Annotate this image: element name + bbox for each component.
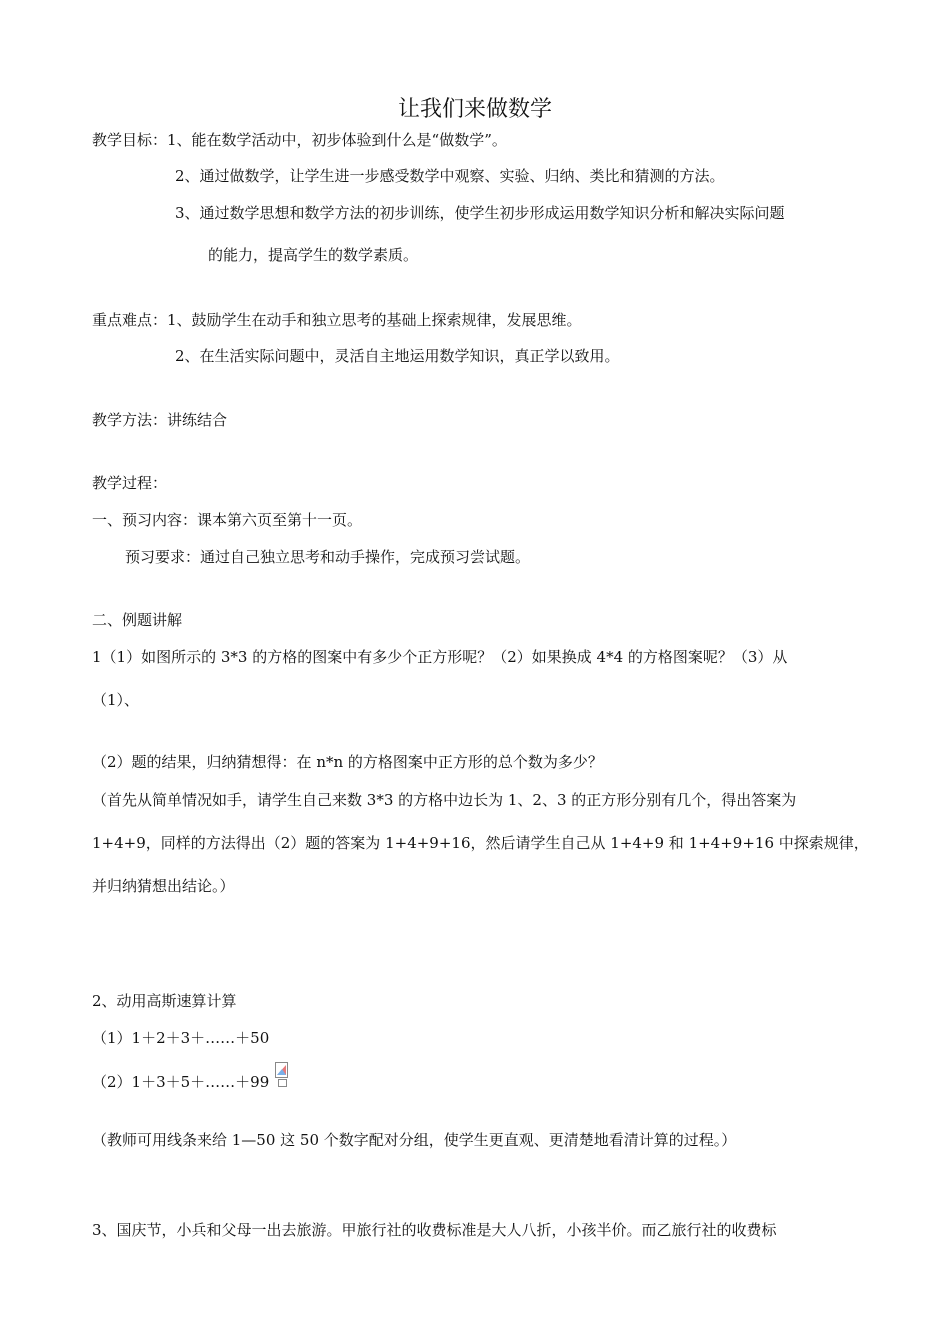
examples-label: 二、例题讲解: [92, 611, 183, 629]
goals-item2: 2、通过做数学，让学生进一步感受数学中观察、实验、归纳、类比和猜测的方法。: [175, 167, 725, 185]
example3-line1: 3、国庆节，小兵和父母一出去旅游。甲旅行社的收费标准是大人八折，小孩半价。而乙旅行社的收费标: [92, 1221, 777, 1239]
goals-item3-line1: 3、通过数学思想和数学方法的初步训练，使学生初步形成运用数学知识分析和解决实际问题: [175, 204, 785, 222]
example1-note-line2: 1+4+9，同样的方法得出（2）题的答案为 1+4+9+16，然后请学生自己从 1+4+9 和 1+4+9+16 中探索规律，: [92, 834, 869, 852]
example1-line2: （1）、: [92, 691, 140, 709]
example1-line1: 1（1）如图所示的 3*3 的方格的图案中有多少个正方形呢？（2）如果换成 4*4 的方格图案呢？（3）从: [92, 648, 788, 666]
key-points-item2: 2、在生活实际问题中，灵活自主地运用数学知识，真正学以致用。: [175, 347, 620, 365]
example1-line3: （2）题的结果，归纳猜想得：在 n*n 的方格图案中正方形的总个数为多少？: [92, 753, 603, 771]
goals-item1: [92, 130, 507, 150]
goals-label: 教学目标：: [92, 131, 168, 149]
document-title: 让我们来做数学: [397, 97, 552, 122]
key-points-item1-text: 1、鼓励学生在动手和独立思考的基础上探索规律，发展思维。: [167, 311, 582, 329]
process-label: 教学过程：: [92, 474, 168, 492]
key-points-item1: [92, 310, 582, 330]
preview-requirement: 预习要求：通过自己独立思考和动手操作，完成预习尝试题。: [125, 548, 531, 566]
broken-image-icon: [275, 1062, 289, 1088]
example2-question2: （2）1＋3＋5＋……＋99: [92, 1073, 270, 1091]
example1-note-line1: （首先从简单情况如手，请学生自己来数 3*3 的方格中边长为 1、2、3 的正方形分别有几个，得出答案为: [92, 791, 797, 809]
goals-item1-text: 1、能在数学活动中，初步体验到什么是“做数学”。: [167, 131, 507, 149]
goals-item3-line2: 的能力，提高学生的数学素质。: [208, 246, 419, 264]
key-points-label: 重点难点：: [92, 311, 168, 329]
teaching-method: 教学方法：讲练结合: [92, 411, 228, 429]
preview-content: 一、预习内容：课本第六页至第十一页。: [92, 511, 363, 529]
example1-note-line3: 并归纳猜想出结论。）: [92, 877, 235, 895]
example2-question1: （1）1＋2＋3＋……＋50: [92, 1029, 270, 1047]
example2-label: 2、动用高斯速算计算: [92, 992, 237, 1010]
example2-note: （教师可用线条来给 1—50 这 50 个数字配对分组，使学生更直观、更清楚地看清计算的过程。）: [92, 1131, 737, 1149]
